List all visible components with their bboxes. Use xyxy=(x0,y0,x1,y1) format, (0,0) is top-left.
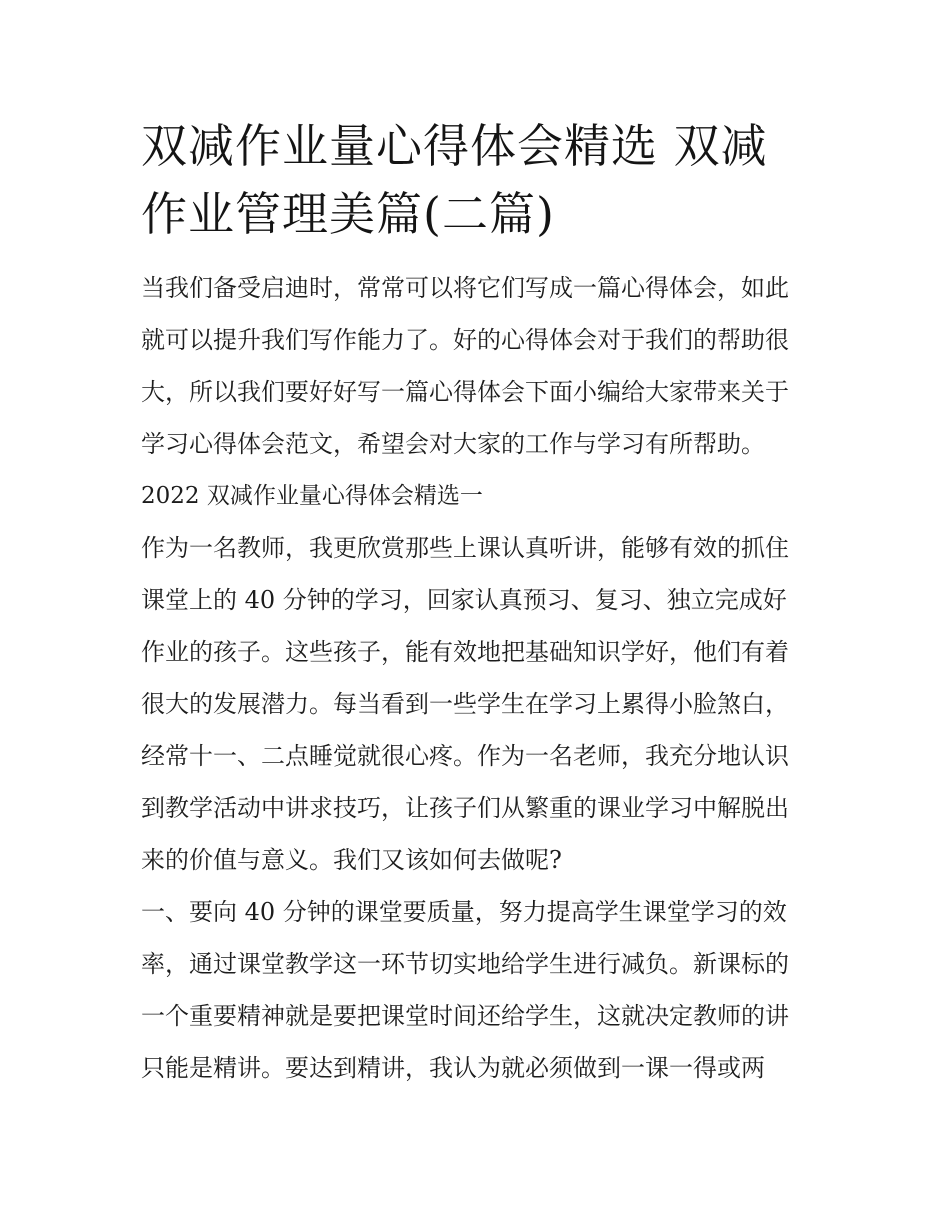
document-title: 双减作业量心得体会精选 双减作业管理美篇(二篇) xyxy=(141,119,768,241)
intro-line: 当我们备受启迪时，常常可以将它们写成一篇心得体会，如此 xyxy=(141,274,789,302)
body-line: 作为一名教师，我更欣赏那些上课认真听讲，能够有效的抓住 xyxy=(141,534,789,562)
body-line: 经常十一、二点睡觉就很心疼。作为一名老师，我充分地认识 xyxy=(141,742,789,770)
body-line: 一、要向 40 分钟的课堂要质量，努力提高学生课堂学习的效 xyxy=(141,898,787,926)
body-line: 很大的发展潜力。每当看到一些学生在学习上累得小脸煞白， xyxy=(141,690,789,718)
intro-line: 就可以提升我们写作能力了。好的心得体会对于我们的帮助很 xyxy=(141,326,789,354)
intro-line: 大，所以我们要好好写一篇心得体会下面小编给大家带来关于 xyxy=(141,378,789,406)
body-paragraphs xyxy=(141,522,813,1094)
body-line: 率，通过课堂教学这一环节切实地给学生进行减负。新课标的 xyxy=(141,950,789,978)
section-heading: 2022 双减作业量心得体会精选一 xyxy=(141,483,483,509)
body-line: 来的价值与意义。我们又该如何去做呢? xyxy=(141,846,562,874)
intro-line: 学习心得体会范文，希望会对大家的工作与学习有所帮助。 xyxy=(141,430,765,458)
body-line: 作业的孩子。这些孩子，能有效地把基础知识学好，他们有着 xyxy=(141,638,789,666)
document-content xyxy=(141,112,813,1094)
body-line: 课堂上的 40 分钟的学习，回家认真预习、复习、独立完成好 xyxy=(141,586,787,614)
body-line: 到教学活动中讲求技巧，让孩子们从繁重的课业学习中解脱出 xyxy=(141,794,789,822)
body-line: 一个重要精神就是要把课堂时间还给学生，这就决定教师的讲 xyxy=(141,1002,789,1030)
body-line: 只能是精讲。要达到精讲，我认为就必须做到一课一得或两 xyxy=(141,1054,765,1082)
intro-paragraph xyxy=(141,262,813,470)
